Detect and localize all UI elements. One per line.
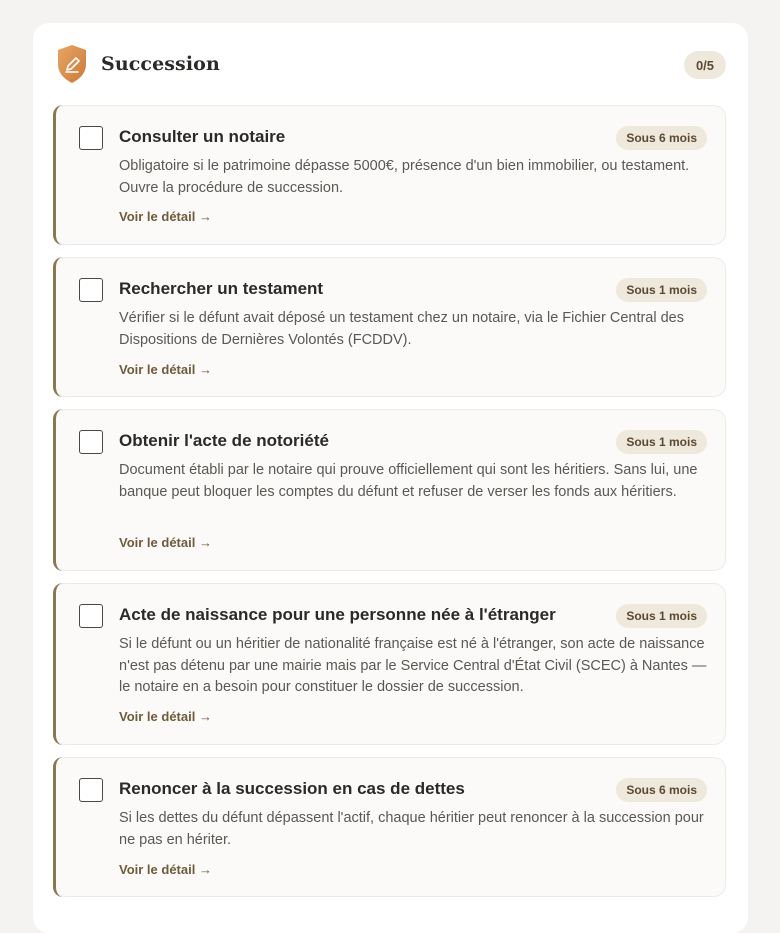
- deadline-badge: Sous 6 mois: [616, 126, 707, 150]
- task-card: [53, 257, 726, 397]
- shield-pen-icon: [55, 43, 89, 85]
- progress-counter: 0/5: [684, 51, 726, 79]
- task-checkbox[interactable]: [79, 778, 103, 802]
- task-description: Document établi par le notaire qui prouve officiellement qui sont les héritiers. Sans lui, une banque peut bloquer les comptes du défunt et refuser de verser les fonds aux héritiers.: [119, 462, 698, 500]
- task-title: Consulter un notaire: [119, 127, 286, 146]
- see-detail-link[interactable]: Voir le détail →: [119, 862, 212, 877]
- task-checkbox[interactable]: [79, 430, 103, 454]
- deadline-badge: Sous 1 mois: [616, 430, 707, 454]
- task-title: Renoncer à la succession en cas de dettes: [119, 779, 465, 798]
- deadline-badge: Sous 1 mois: [616, 278, 707, 302]
- deadline-badge: Sous 6 mois: [616, 778, 707, 802]
- see-detail-link[interactable]: Voir le détail →: [119, 709, 212, 724]
- see-detail-link[interactable]: Voir le détail →: [119, 209, 212, 224]
- task-description: Obligatoire si le patrimoine dépasse 5000€, présence d'un bien immobilier, ou testament. Ouvre la procédure de succession.: [119, 158, 690, 196]
- task-description: Vérifier si le défunt avait déposé un testament chez un notaire, via le Fichier Central des Dispositions de Dernières Volontés (FCDDV).: [119, 310, 684, 348]
- task-title: Acte de naissance pour une personne née à l'étranger: [119, 605, 556, 624]
- task-title: Rechercher un testament: [119, 279, 324, 298]
- deadline-badge: Sous 1 mois: [616, 604, 707, 628]
- task-checkbox[interactable]: [79, 126, 103, 150]
- task-title: Obtenir l'acte de notoriété: [119, 431, 329, 450]
- succession-panel: [33, 23, 748, 933]
- task-checkbox[interactable]: [79, 604, 103, 628]
- see-detail-link[interactable]: Voir le détail →: [119, 362, 212, 377]
- section-header: [33, 23, 748, 105]
- section-title: Succession: [101, 53, 220, 75]
- task-card: [53, 757, 726, 897]
- see-detail-link[interactable]: Voir le détail →: [119, 535, 212, 550]
- task-description: Si les dettes du défunt dépassent l'actif, chaque héritier peut renoncer à la succession pour ne pas en hériter.: [119, 810, 704, 848]
- task-card: [53, 409, 726, 571]
- task-card: [53, 105, 726, 245]
- task-description: Si le défunt ou un héritier de nationalité française est né à l'étranger, son acte de naissance n'est pas détenu par une mairie mais par le Service Central d'État Civil (SCEC) à Nantes — le notaire en a besoin pour constituer le dossier de succession.: [119, 636, 707, 695]
- task-checkbox[interactable]: [79, 278, 103, 302]
- task-card: [53, 583, 726, 745]
